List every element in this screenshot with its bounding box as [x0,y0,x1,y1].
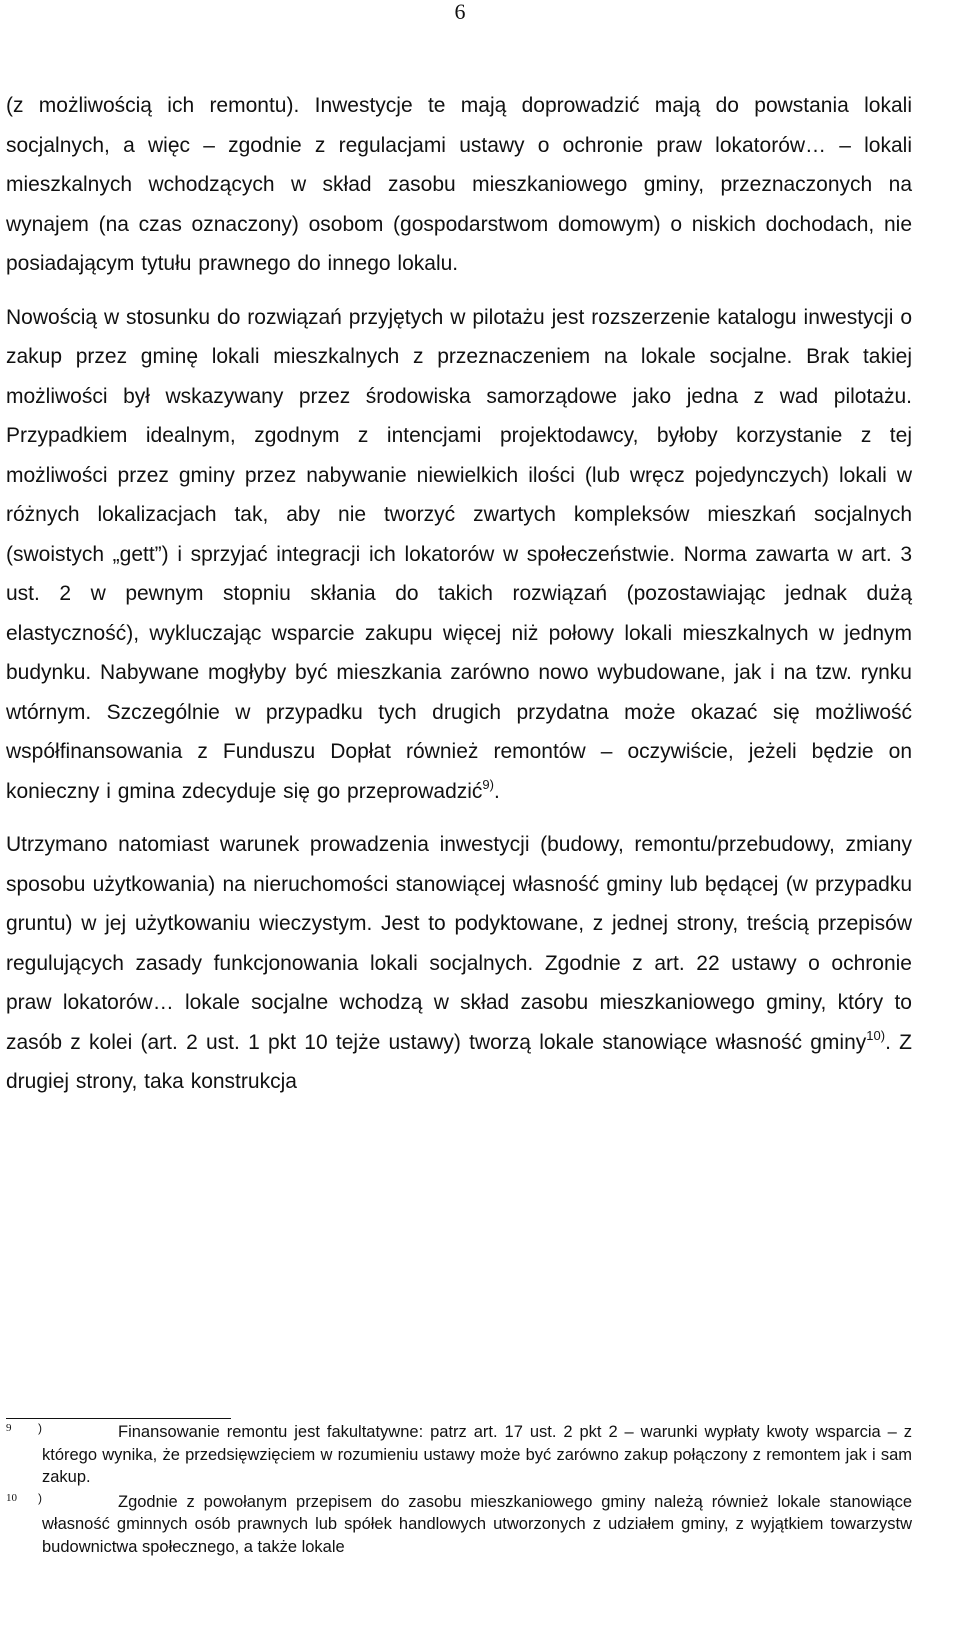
footnotes-section [6,1418,912,1558]
footnote-number: 9 [6,1422,12,1434]
footnote-10 [6,1491,912,1559]
footnote-number: 10 [6,1491,17,1504]
footnote-reference-9[interactable]: 9) [482,776,494,792]
footnote-paren: ) [38,1490,42,1505]
paragraph-text-tail: . Z drugiej strony, taka konstrukcja [6,1030,912,1093]
page-body [6,86,912,1102]
paragraph-text: Nowością w stosunku do rozwiązań przyjętych w pilotażu jest rozszerzenie katalogu inwestycji o zakup przez gminę lokali mieszkalnych z przeznaczeniem na lokale socjalne. Brak takiej możliwości był wskazywany przez środowiska samorządowe jako jedna z wad pilotażu. Przypadkiem idealnym, zgodnym z intencjami projektodawcy, byłoby korzystanie z tej możliwości przez gminy przez nabywanie niewielkich ilości (lub wręcz pojedynczych) lokali w różnych lokalizacjach tak, aby nie tworzyć zwartych kompleksów mieszkań socjalnych (swoistych „gett”) i sprzyjać integracji ich lokatorów w społeczeństwie. Norma zawarta w art. 3 ust. 2 w pewnym stopniu skłania do takich rozwiązań (pozostawiając jednak dużą elastyczność), wykluczając wsparcie zakupu więcej niż połowy lokali mieszkalnych w jednym budynku. Nabywane mogłyby być mieszkania zarówno nowo wybudowane, jak i na tzw. rynku wtórnym. Szczególnie w przypadku tych drugich przydatna może okazać się możliwość współfinansowania z Funduszu Dopłat również remontów – oczywiście, jeżeli będzie on konieczny i gmina zdecyduje się go przeprowadzić [6,305,912,803]
footnote-text: Finansowanie remontu jest fakultatywne: patrz art. 17 ust. 2 pkt 2 – warunki wypłaty kwoty wsparcia – z którego wynika, że przedsięwzięciem w rozumieniu ustawy może być zarówno zakup połączony z remontem jak i sam zakup. [42,1423,912,1486]
footnote-reference-10[interactable]: 10) [866,1027,886,1043]
footnote-9 [6,1421,912,1489]
paragraph-text: (z możliwością ich remontu). Inwestycje te mają doprowadzić mają do powstania lokali socjalnych, a więc – zgodnie z regulacjami ustawy o ochronie praw lokatorów… – lokali mieszkalnych wchodzących w skład zasobu mieszkaniowego gminy, przeznaczonych na wynajem (na czas oznaczony) osobom (gospodarstwom domowym) o niskich dochodach, nie posiadającym tytułu prawnego do innego lokalu. [6,94,912,275]
footnote-text: Zgodnie z powołanym przepisem do zasobu mieszkaniowego gminy należą również lokale stanowiące własność gminnych osób prawnych lub spółek handlowych utworzonych z udziałem gminy, z wyjątkiem towarzystw budownictwa społecznego, a także lokale [42,1492,912,1556]
paragraph-text: Utrzymano natomiast warunek prowadzenia inwestycji (budowy, remontu/przebudowy, zmiany sposobu użytkowania) na nieruchomości stanowiącej własność gminy lub będącej (w przypadku gruntu) w jej użytkowaniu wieczystym. Jest to podyktowane, z jednej strony, treścią przepisów regulujących zasady funkcjonowania lokali socjalnych. Zgodnie z art. 22 ustawy o ochronie praw lokatorów… lokale socjalne wchodzą w skład zasobu mieszkaniowego gminy, który to zasób z kolei (art. 2 ust. 1 pkt 10 tejże ustawy) tworzą lokale stanowiące własność gminy [6,833,912,1054]
paragraph-purchase-of-units [6,298,912,812]
paragraph-ownership-condition [6,825,912,1102]
page-number: 6 [454,0,466,24]
footnote-separator [6,1418,231,1419]
paragraph-renovation-intro [6,86,912,284]
footnote-paren: ) [38,1421,42,1435]
paragraph-text-tail: . [493,779,500,803]
